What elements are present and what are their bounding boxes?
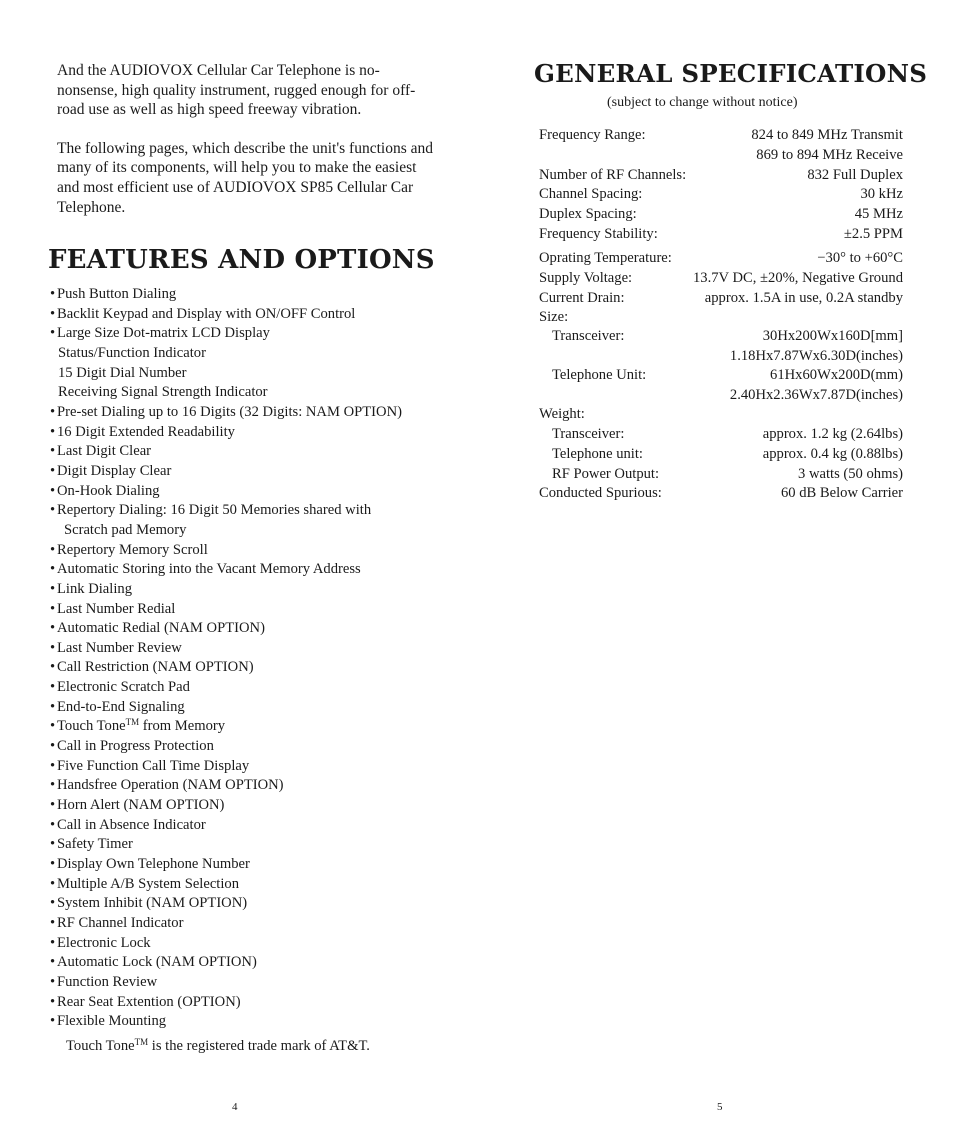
list-item: • Flexible Mounting — [50, 1013, 167, 1030]
list-item: • Multiple A/B System Selection — [50, 875, 240, 892]
list-item: • System Inhibit (NAM OPTION) — [50, 895, 248, 912]
spec-row-rf-channels: Number of RF Channels: 832 Full Duplex — [539, 167, 903, 183]
spec-row-frequency-range-rx: 869 to 894 MHz Receive — [756, 147, 903, 163]
trademark-note: Touch Tone™ is the registered trade mark of AT&T. — [66, 1037, 370, 1054]
features-list — [50, 285, 470, 1032]
spec-row-size: Size: — [539, 309, 569, 325]
spec-row-frequency-range: Frequency Range: 824 to 849 MHz Transmit — [539, 127, 903, 143]
spec-row-size-telephone: Telephone Unit: 61Hx60Wx200D(mm) — [552, 367, 903, 383]
list-item: • Touch Tone™ from Memory — [50, 717, 226, 735]
list-item: Scratch pad Memory — [64, 521, 187, 538]
page-number: 4 — [232, 1101, 238, 1113]
spec-row-conducted-spurious: Conducted Spurious: 60 dB Below Carrier — [539, 485, 903, 501]
spec-row-size-telephone-inches: 2.40Hx2.36Wx7.87D(inches) — [729, 387, 903, 403]
spec-row-supply-voltage: Supply Voltage: 13.7V DC, ±20%, Negative Ground — [539, 270, 903, 286]
list-item: 15 Digit Dial Number — [58, 364, 187, 381]
spec-row-size-transceiver: Transceiver: 30Hx200Wx160D[mm] — [552, 328, 903, 344]
list-item: • Call in Absence Indicator — [50, 816, 206, 833]
list-item: • Call Restriction (NAM OPTION) — [50, 659, 254, 676]
intro-paragraph-1: And the AUDIOVOX Cellular Car Telephone is no-nonsense, high quality instrument, rugged enough for off-road use as well as high speed freeway vibration. — [57, 62, 416, 119]
intro-text — [57, 61, 437, 236]
spec-row-size-transceiver-inches: 1.18Hx7.87Wx6.30D(inches) — [729, 348, 903, 364]
list-item: • Safety Timer — [50, 836, 133, 853]
list-item: • 16 Digit Extended Readability — [50, 423, 235, 440]
right-page — [477, 0, 954, 1146]
spec-row-rf-power: RF Power Output: 3 watts (50 ohms) — [552, 466, 903, 482]
spec-row-duplex-spacing: Duplex Spacing: 45 MHz — [539, 206, 903, 222]
specifications-subtitle: (subject to change without notice) — [607, 95, 798, 110]
specifications-title: GENERAL SPECIFICATIONS — [534, 59, 928, 88]
list-item: Status/Function Indicator — [58, 344, 206, 361]
list-item: • Automatic Lock (NAM OPTION) — [50, 954, 257, 971]
list-item: • Repertory Memory Scroll — [50, 541, 208, 558]
list-item: • Automatic Redial (NAM OPTION) — [50, 620, 265, 637]
intro-paragraph-2: The following pages, which describe the unit's functions and many of its components, will help you to make the easiest and most efficient use of AUDIOVOX SP85 Cellular Car Telephone. — [57, 139, 433, 216]
list-item: • Rear Seat Extention (OPTION) — [50, 993, 241, 1010]
list-item: • Last Number Review — [50, 639, 182, 656]
list-item: • Function Review — [50, 973, 158, 990]
list-item: • Repertory Dialing: 16 Digit 50 Memories shared with — [50, 502, 372, 519]
spec-row-current-drain: Current Drain: approx. 1.5A in use, 0.2A standby — [539, 290, 903, 306]
list-item: • End-to-End Signaling — [50, 698, 185, 715]
list-item: • Digit Display Clear — [50, 462, 172, 479]
spec-row-frequency-stability: Frequency Stability: ±2.5 PPM — [539, 226, 903, 242]
list-item: • Display Own Telephone Number — [50, 856, 250, 873]
list-item: • Large Size Dot-matrix LCD Display — [50, 325, 270, 342]
list-item: • RF Channel Indicator — [50, 915, 184, 931]
list-item: • Last Digit Clear — [50, 443, 152, 460]
spec-row-weight-transceiver: Transceiver: approx. 1.2 kg (2.64lbs) — [552, 426, 903, 442]
spec-row-temperature: Oprating Temperature: −30° to +60°C — [539, 250, 903, 266]
page-number: 5 — [717, 1101, 723, 1113]
features-title: FEATURES AND OPTIONS — [48, 245, 435, 275]
list-item: • Electronic Scratch Pad — [50, 679, 190, 696]
spec-row-weight: Weight: — [539, 406, 585, 422]
list-item: • Electronic Lock — [50, 934, 151, 951]
list-item: • Backlit Keypad and Display with ON/OFF Control — [50, 305, 356, 322]
spec-row-weight-telephone: Telephone unit: approx. 0.4 kg (0.88lbs) — [552, 446, 903, 462]
list-item: • Link Dialing — [50, 580, 132, 597]
list-item: Receiving Signal Strength Indicator — [58, 384, 268, 401]
list-item: • Last Number Redial — [50, 600, 176, 617]
list-item: • Horn Alert (NAM OPTION) — [50, 797, 225, 814]
list-item: • Handsfree Operation (NAM OPTION) — [50, 777, 284, 794]
list-item: • On-Hook Dialing — [50, 482, 160, 499]
spec-row-channel-spacing: Channel Spacing: 30 kHz — [539, 186, 903, 202]
list-item: • Call in Progress Protection — [50, 738, 214, 755]
list-item: • Automatic Storing into the Vacant Memory Address — [50, 561, 361, 578]
list-item: • Pre-set Dialing up to 16 Digits (32 Digits: NAM OPTION) — [50, 403, 402, 420]
list-item: • Five Function Call Time Display — [50, 757, 250, 774]
list-item: • Push Button Dialing — [50, 286, 177, 302]
